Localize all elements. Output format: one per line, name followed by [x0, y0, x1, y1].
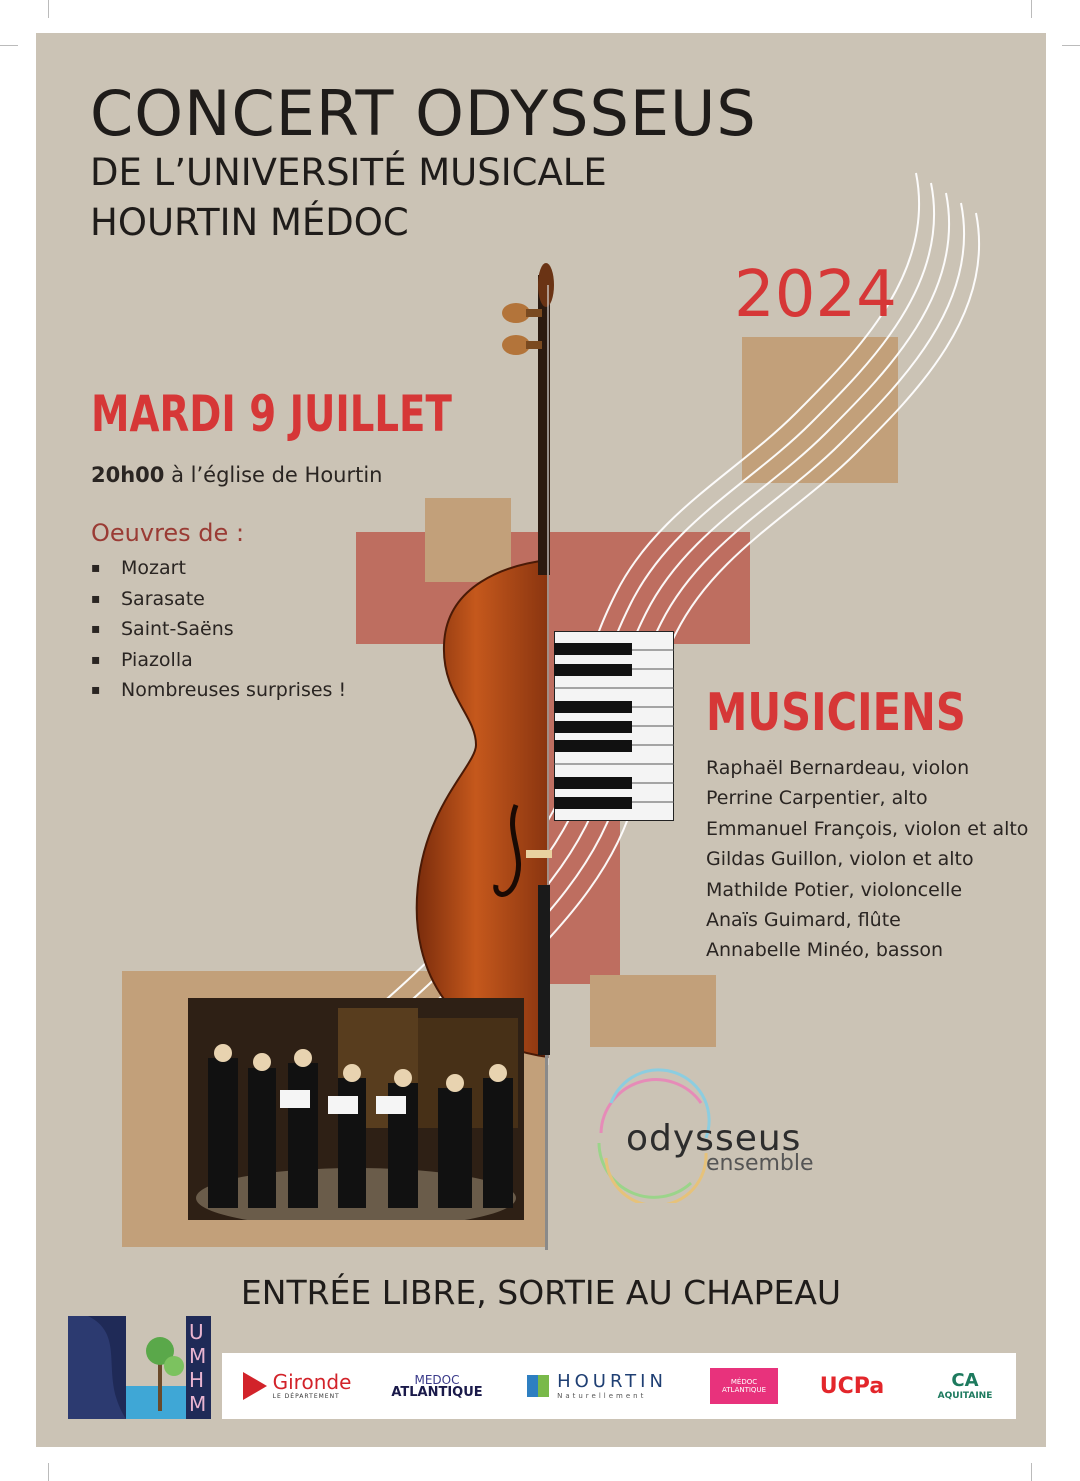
- concert-subtitle-2: HOURTIN MÉDOC: [90, 201, 409, 244]
- hourtin-icon: [527, 1375, 549, 1397]
- list-item: ▪ Nombreuses surprises !: [91, 675, 346, 706]
- crop-mark: [1031, 0, 1032, 18]
- gironde-sub: LE DÉPARTEMENT: [272, 1393, 340, 1400]
- sponsor-credit-agricole: [922, 1353, 1008, 1419]
- list-item: ▪ Saint-Saëns: [91, 614, 346, 645]
- crop-mark: [0, 45, 18, 46]
- list-item: ▪ Piazolla: [91, 645, 346, 676]
- musicians-title: MUSICIENS: [706, 683, 966, 743]
- crop-mark: [48, 1463, 49, 1481]
- musicians-list: [706, 753, 1028, 966]
- odysseus-logo-name: odysseus: [626, 1118, 802, 1159]
- list-item: ▪ Mozart: [91, 553, 346, 584]
- ca-label: CA: [951, 1369, 979, 1391]
- works-title: Oeuvres de :: [91, 519, 245, 547]
- concert-title: CONCERT ODYSSEUS: [90, 77, 757, 150]
- umhm-logo: [68, 1316, 211, 1419]
- sponsor-medoc-atlantique: [382, 1353, 492, 1419]
- entry-notice: ENTRÉE LIBRE, SORTIE AU CHAPEAU: [240, 1273, 842, 1312]
- sponsors-strip: [222, 1353, 1016, 1419]
- year: 2024: [734, 258, 897, 332]
- sponsor-hourtin: [517, 1353, 677, 1419]
- crop-mark: [1031, 1463, 1032, 1481]
- list-item: Emmanuel François, violon et alto: [706, 817, 1029, 840]
- medoc2-label: MÉDOC ATLANTIQUE: [710, 1368, 778, 1404]
- list-item: ▪ Sarasate: [91, 584, 346, 615]
- gironde-icon: [243, 1372, 267, 1400]
- list-item: Annabelle Minéo, basson: [706, 939, 944, 962]
- medoc-bottom: ATLANTIQUE: [391, 1384, 483, 1400]
- works-list: [91, 553, 346, 706]
- event-time: 20h00: [91, 463, 165, 487]
- sponsor-ucpa: [807, 1353, 897, 1419]
- gironde-label: Gironde: [272, 1370, 352, 1394]
- umhm-text: UMHM: [189, 1320, 207, 1416]
- list-item: Raphaël Bernardeau, violon: [706, 757, 970, 779]
- concert-subtitle-1: DE L’UNIVERSITÉ MUSICALE: [90, 151, 607, 194]
- event-venue: à l’église de Hourtin: [171, 463, 383, 487]
- sponsor-gironde: [232, 1353, 362, 1419]
- poster: [36, 33, 1046, 1447]
- ca-sub: AQUITAINE: [937, 1390, 993, 1401]
- sponsor-medoc-atlantique-pink: [710, 1353, 778, 1419]
- list-item: Mathilde Potier, violoncelle: [706, 878, 963, 901]
- crop-mark: [48, 0, 49, 18]
- hourtin-label: HOURTIN: [557, 1370, 667, 1392]
- concert-photo: [188, 998, 524, 1220]
- event-time-venue: [91, 463, 383, 487]
- odysseus-logo-sub: ensemble: [706, 1151, 814, 1176]
- ucpa-label: UCPa: [819, 1373, 885, 1399]
- event-date: MARDI 9 JUILLET: [91, 385, 452, 443]
- medoc-top: MEDOC: [414, 1372, 460, 1387]
- list-item: Anaïs Guimard, flûte: [706, 908, 901, 931]
- hourtin-sub: Naturellement: [557, 1391, 647, 1400]
- crop-mark: [1062, 45, 1080, 46]
- list-item: Gildas Guillon, violon et alto: [706, 848, 974, 871]
- list-item: Perrine Carpentier, alto: [706, 787, 928, 810]
